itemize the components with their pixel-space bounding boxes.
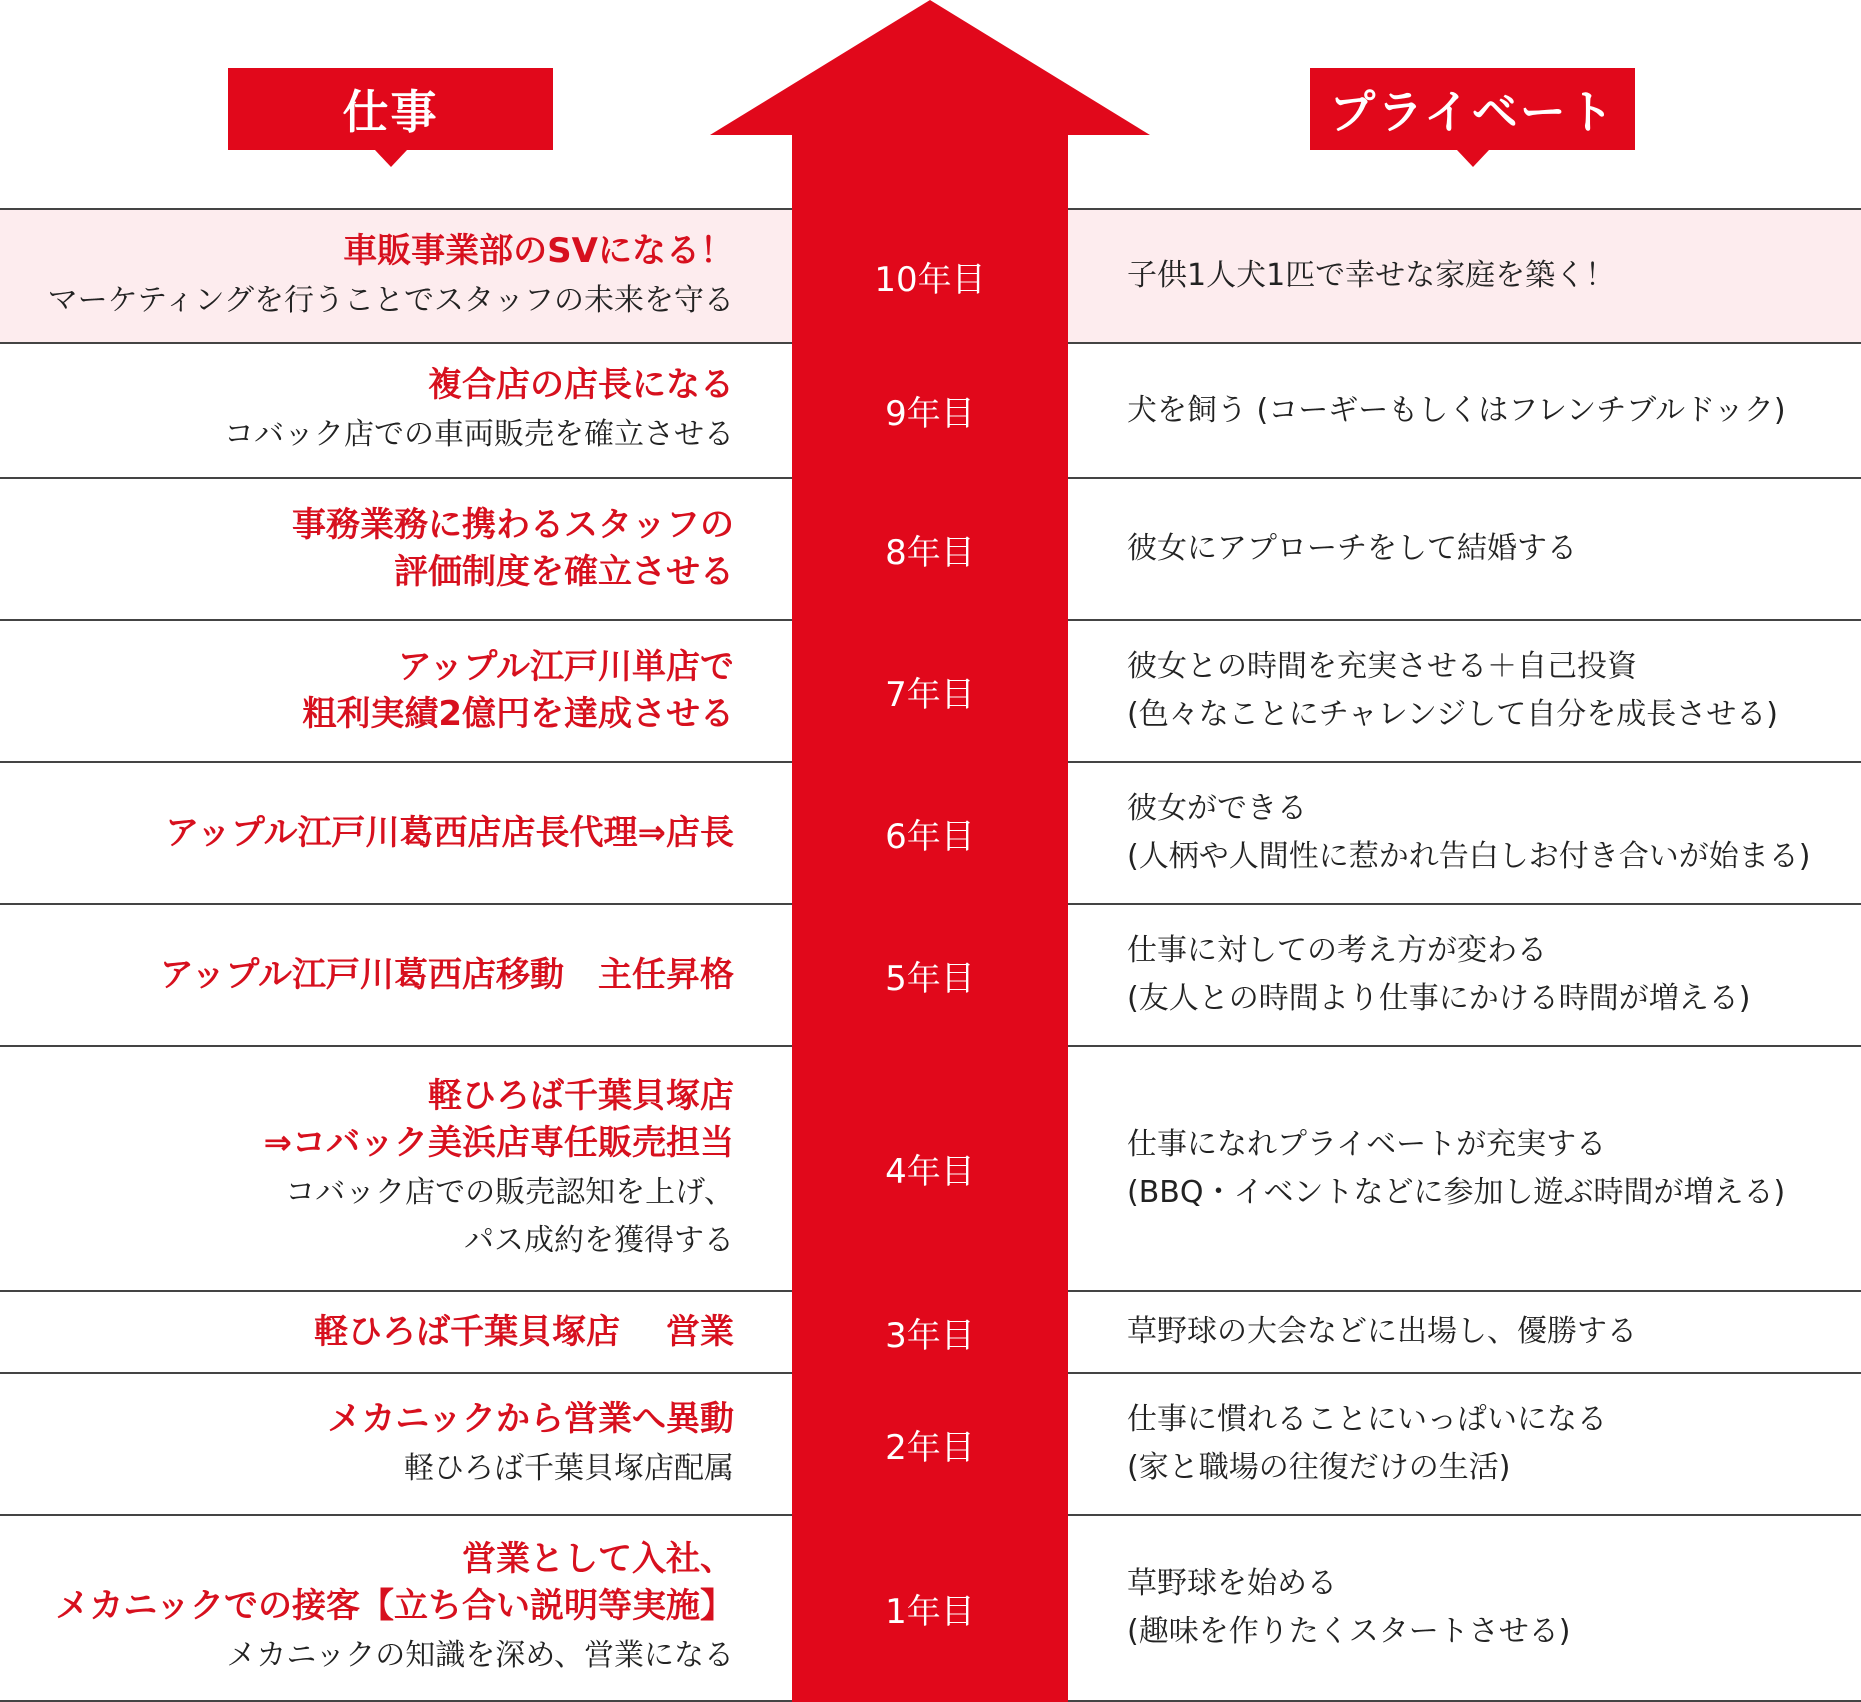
work-cell [0,344,734,477]
private-cell [1127,621,1851,761]
private-line: (色々なことにチャレンジして自分を成長させる) [1127,697,1779,732]
year-label: 6年目 [885,816,975,857]
year-label: 4年目 [885,1152,975,1192]
work-cell [0,1047,734,1290]
private-line: 彼女ができる [1127,791,1307,826]
work-title-line: メカニックから営業へ異動 [327,1398,734,1439]
private-cell [1127,1374,1851,1514]
work-title-line: 評価制度を確立させる [394,552,734,592]
work-title-line: 事務業務に携わるスタッフの [292,505,734,545]
year-label: 3年目 [885,1315,975,1356]
work-cell [0,1292,734,1372]
year-label: 7年目 [885,674,975,715]
timeline-row [0,1514,1861,1702]
work-title-line: 営業として入社、 [462,1539,734,1579]
year-label: 10年目 [874,259,986,300]
private-line: (趣味を作りたくスタートさせる) [1127,1614,1571,1649]
private-line: 草野球を始める [1127,1566,1337,1601]
private-line: 彼女にアプローチをして結婚する [1127,531,1577,566]
work-cell [0,763,734,903]
timeline-row [0,477,1861,619]
work-detail-line: コバック店での車両販売を確立させる [224,417,734,452]
private-line: 仕事に対しての考え方が変わる [1127,933,1547,968]
year-label: 2年目 [885,1427,975,1468]
timeline-row [0,1290,1861,1372]
private-line: 仕事に慣れることにいっぱいになる [1127,1402,1607,1437]
year-label: 9年目 [885,394,975,434]
work-cell [0,1374,734,1514]
timeline-row [0,1045,1861,1290]
timeline-row [0,619,1861,761]
private-line: 犬を飼う (コーギーもしくはフレンチブルドック) [1127,392,1786,428]
work-title-line: 軽ひろば千葉貝塚店 [428,1075,734,1116]
work-title-line: メカニックでの接客【立ち合い説明等実施】 [55,1586,734,1626]
private-line: (人柄や人間性に惹かれ告白しお付き合いが始まる) [1127,839,1811,874]
private-cell [1127,210,1851,342]
work-header-label: 仕事 [342,85,439,139]
private-header-label: プライベート [1329,85,1616,139]
work-title-line: 複合店の店長になる [428,365,734,405]
private-line: (BBQ・イベントなどに参加し遊ぶ時間が増える) [1127,1174,1786,1210]
private-cell [1127,1047,1851,1290]
private-line: 彼女との時間を充実させる＋自己投資 [1127,649,1637,684]
private-line: (友人との時間より仕事にかける時間が増える) [1127,981,1751,1016]
year-label: 5年目 [885,958,975,999]
private-line: 子供1人犬1匹で幸せな家庭を築く！ [1127,258,1616,293]
work-cell [0,1516,734,1700]
arrow-head [0,0,1861,140]
private-cell [1127,479,1851,619]
timeline-row [0,208,1861,342]
work-title-line: 粗利実績2億円を達成させる [302,694,734,734]
work-cell [0,210,734,342]
private-line: (家と職場の往復だけの生活) [1127,1450,1511,1485]
work-title-line: アップル江戸川葛西店店長代理⇒店長 [165,812,734,853]
work-detail-line: コバック店での販売認知を上げ、 [285,1174,734,1210]
work-detail-line: メカニックの知識を深め、営業になる [226,1638,734,1673]
work-title-line: アップル江戸川葛西店移動 主任昇格 [159,954,734,995]
private-cell [1127,1292,1851,1372]
work-title-line: 軽ひろば千葉貝塚店 営業 [314,1311,734,1352]
private-cell [1127,763,1851,903]
work-cell [0,621,734,761]
timeline-row [0,342,1861,477]
year-label: 1年目 [885,1591,975,1632]
timeline-row [0,903,1861,1045]
timeline-row [0,1372,1861,1514]
private-line: 仕事になれプライベートが充実する [1127,1126,1607,1162]
private-line: 草野球の大会などに出場し、優勝する [1127,1314,1637,1349]
work-title-line: ⇒コバック美浜店専任販売担当 [263,1122,734,1163]
work-detail-line: 軽ひろば千葉貝塚店配属 [404,1450,734,1486]
work-detail-line: マーケティングを行うことでスタッフの未来を守る [47,282,734,318]
work-title-line: 車販事業部のSVになる！ [343,230,734,271]
work-cell [0,905,734,1045]
work-detail-line: パス成約を獲得する [464,1222,734,1258]
private-cell [1127,344,1851,477]
work-title-line: アップル江戸川単店で [397,647,734,687]
private-cell [1127,905,1851,1045]
private-cell [1127,1516,1851,1700]
year-label: 8年目 [885,532,975,573]
work-cell [0,479,734,619]
timeline-row [0,761,1861,903]
